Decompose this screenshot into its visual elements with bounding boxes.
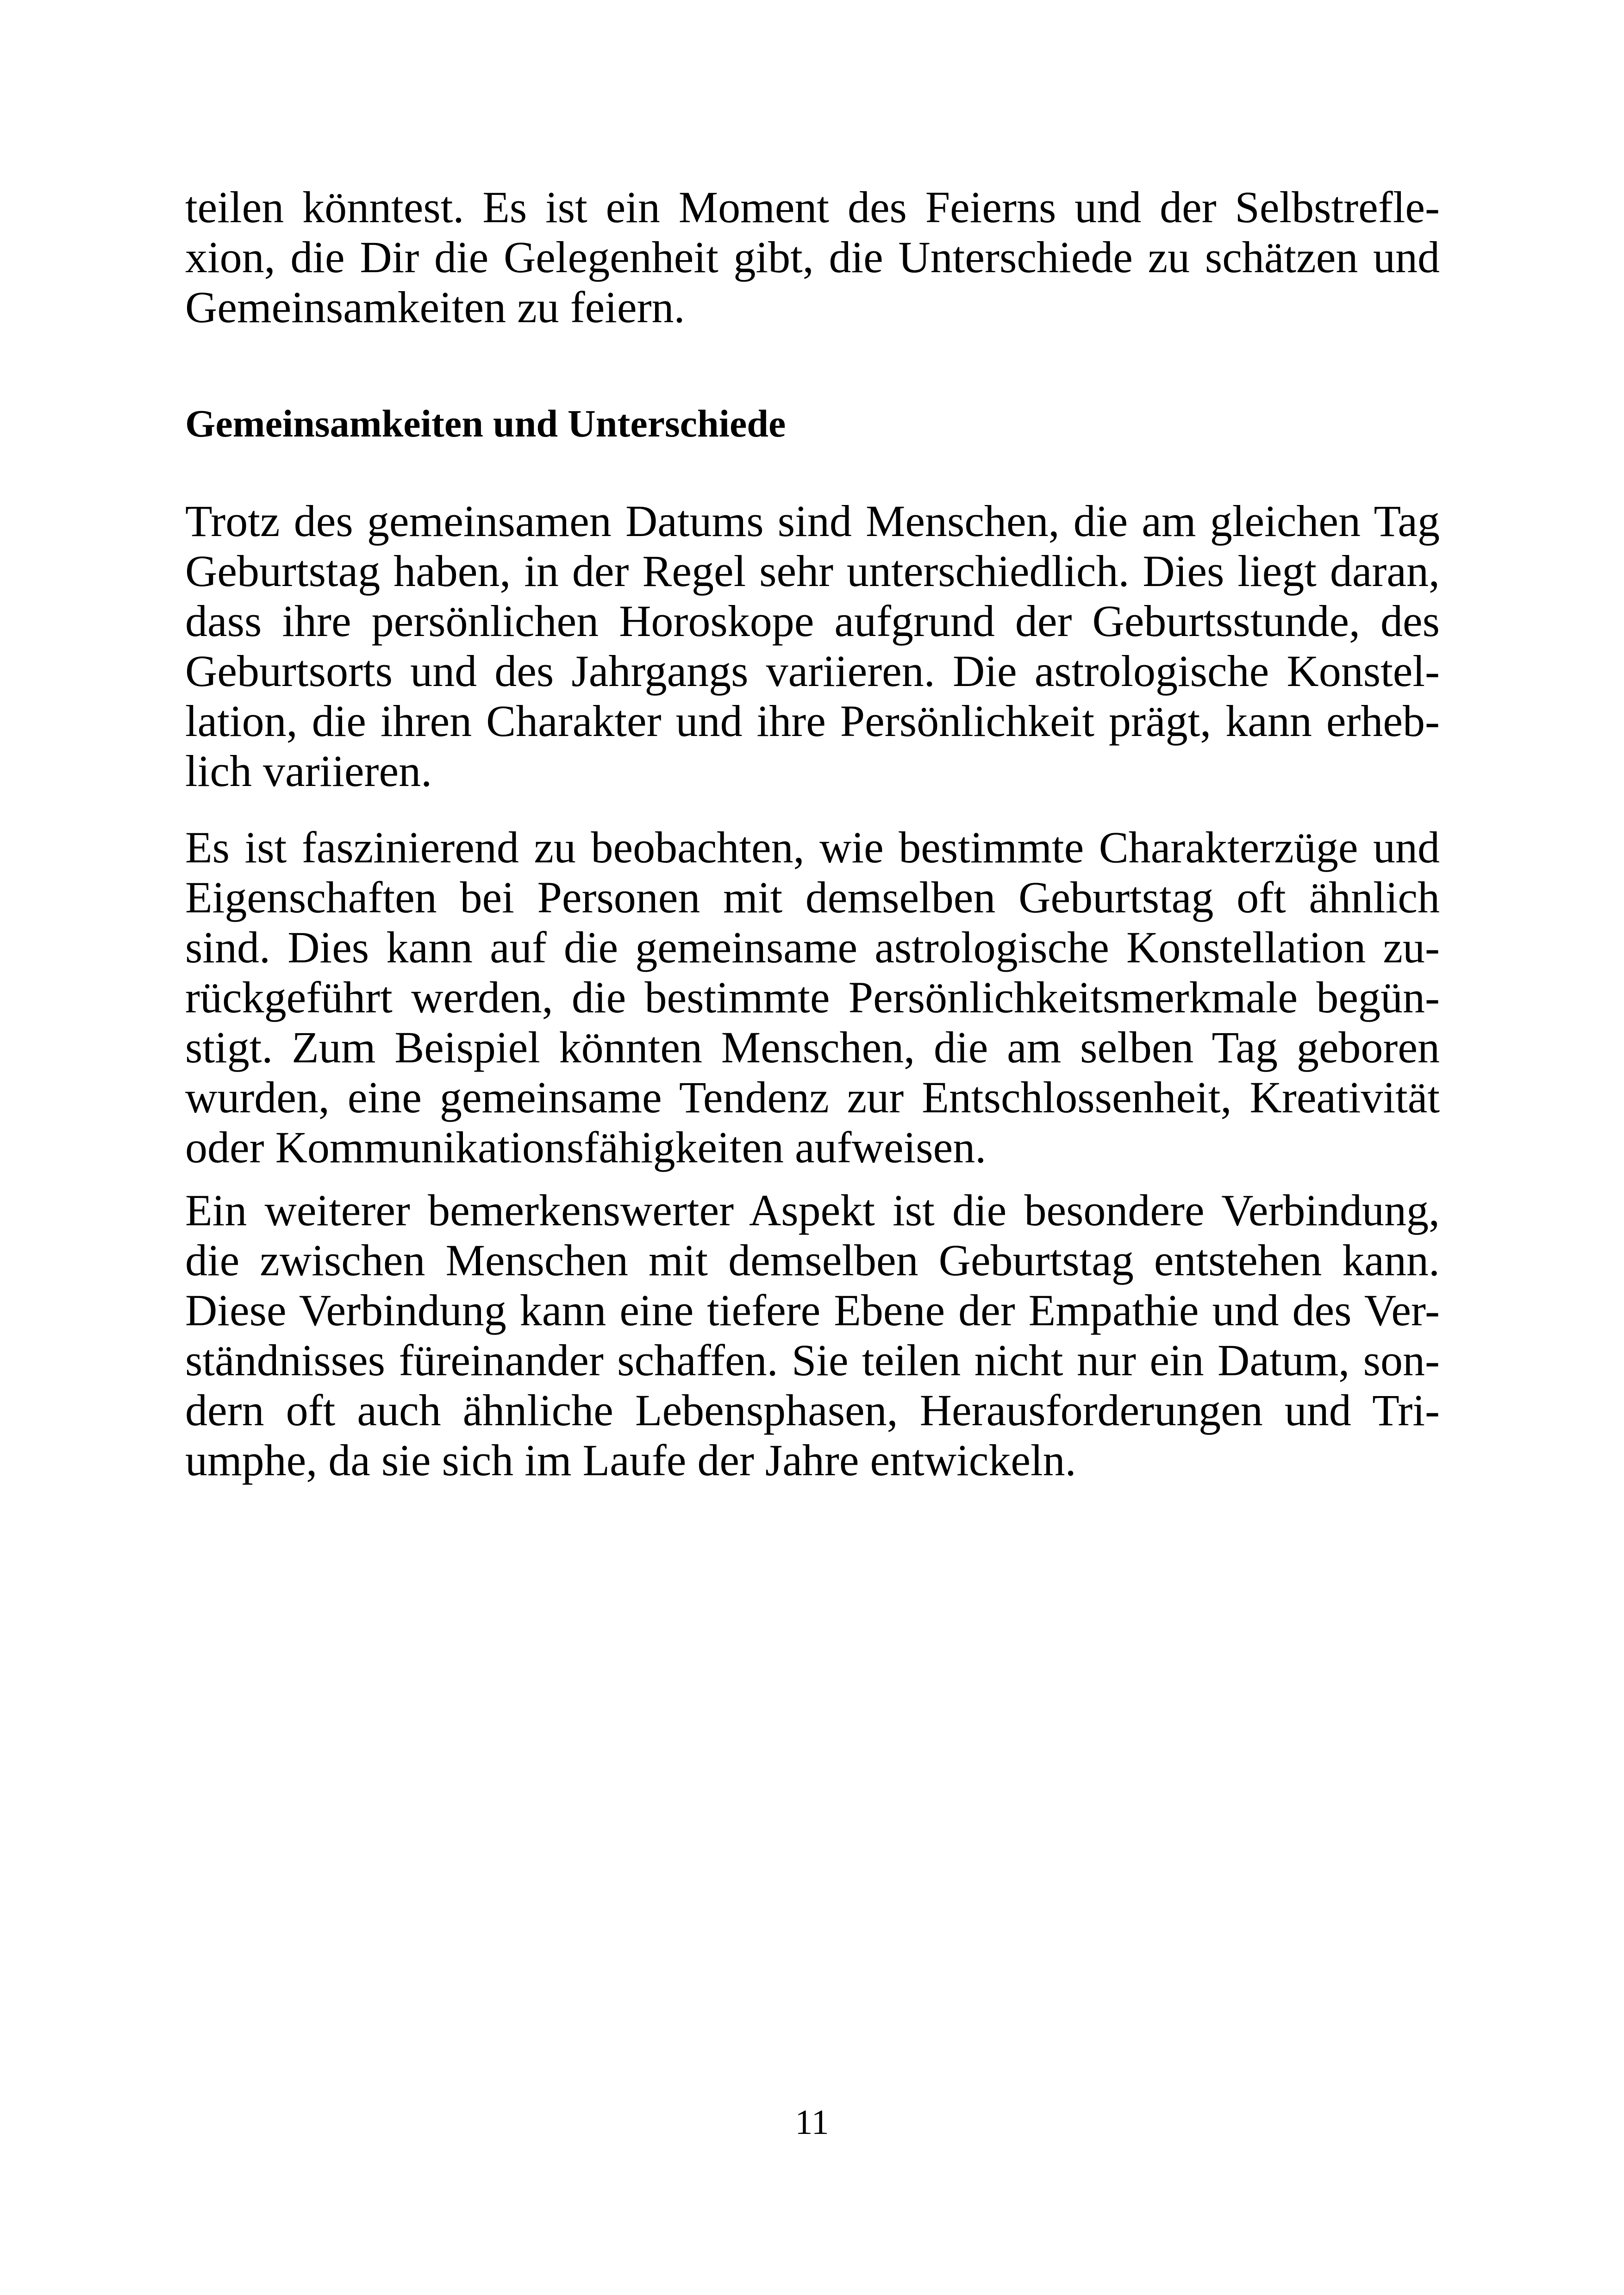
text-line: Gemeinsamkeiten zu feiern. <box>185 282 685 332</box>
text-line: Es ist faszinierend zu beobachten, wie bestimmte Charakterzüge und <box>185 823 1440 872</box>
text-line: rückgeführt werden, die bestimmte Persönlichkeitsmerkmale begün- <box>185 973 1440 1022</box>
text-line: stigt. Zum Beispiel könnten Menschen, die am selben Tag geboren <box>185 1023 1440 1072</box>
text-line: Eigenschaften bei Personen mit demselben Geburtstag oft ähnlich <box>185 873 1440 922</box>
text-line: xion, die Dir die Gelegenheit gibt, die Unterschiede zu schätzen und <box>185 232 1440 282</box>
text-line: Trotz des gemeinsamen Datums sind Menschen, die am gleichen Tag <box>185 496 1440 546</box>
text-line: Diese Verbindung kann eine tiefere Ebene der Empathie und des Ver- <box>185 1285 1440 1335</box>
text-line: sind. Dies kann auf die gemeinsame astrologische Konstellation zu- <box>185 923 1440 972</box>
text-line: die zwischen Menschen mit demselben Geburtstag entstehen kann. <box>185 1235 1440 1285</box>
text-line: Ein weiterer bemerkenswerter Aspekt ist die besondere Verbindung, <box>185 1185 1440 1235</box>
paragraph <box>185 496 1440 796</box>
text-line: dass ihre persönlichen Horoskope aufgrund der Geburtsstunde, des <box>185 596 1440 646</box>
paragraph <box>185 823 1440 1172</box>
intro-paragraph <box>185 182 1440 332</box>
page-number: 11 <box>795 2103 829 2142</box>
text-line: Geburtsorts und des Jahrgangs variieren. Die astrologische Konstel- <box>185 646 1440 696</box>
text-line: dern oft auch ähnliche Lebensphasen, Herausforderungen und Tri- <box>185 1385 1440 1435</box>
text-line: oder Kommunikationsfähigkeiten aufweisen. <box>185 1123 987 1172</box>
text-line: lation, die ihren Charakter und ihre Persönlichkeit prägt, kann erheb- <box>185 696 1440 746</box>
text-line: Geburtstag haben, in der Regel sehr unterschiedlich. Dies liegt daran, <box>185 546 1440 596</box>
text-line: ständnisses füreinander schaffen. Sie teilen nicht nur ein Datum, son- <box>185 1335 1440 1385</box>
text-line: teilen könntest. Es ist ein Moment des Feierns und der Selbstrefle- <box>185 182 1440 232</box>
section-heading: Gemeinsamkeiten und Unterschiede <box>185 402 786 445</box>
text-line: wurden, eine gemeinsame Tendenz zur Entschlossenheit, Kreativität <box>185 1073 1440 1122</box>
paragraph <box>185 1185 1440 1485</box>
text-line: lich variieren. <box>185 746 432 796</box>
text-line: umphe, da sie sich im Laufe der Jahre entwickeln. <box>185 1435 1076 1485</box>
